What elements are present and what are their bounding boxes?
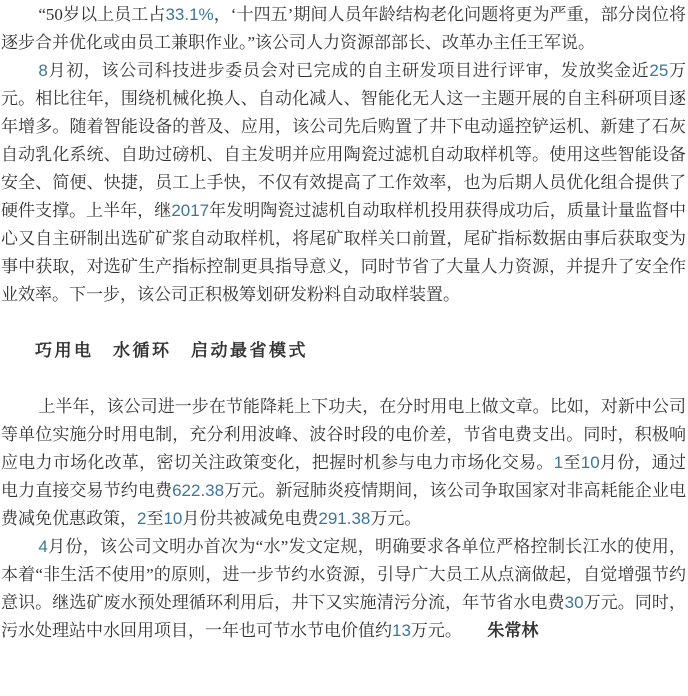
number-value: 2 xyxy=(137,509,147,528)
text-run: 月份，该公司文明办首次为“水”发文定规，明确要求各单位严格控制长江水的使用，本着“非生活不使用”的原则，进一步节约水资源，引导广大员工从点滴做起，自觉增强节约意识。继选矿废水预处理循环利用后，井下又实施清污分流，年节省水电费 xyxy=(1,537,686,612)
number-value: 10 xyxy=(163,509,183,528)
section-heading xyxy=(1,337,686,365)
number-value: 2017 xyxy=(171,201,210,220)
text-run: 月份共被减免电费 xyxy=(182,509,319,528)
text-run: 万元。同时，污水处理站中水回用项目，一年也可节水节电价值约 xyxy=(1,593,687,640)
paragraph xyxy=(1,1,686,57)
text-run: 万元。新冠肺炎疫情期间，该公司争取国家对非高耗能企业电费减免优惠政策， xyxy=(1,481,687,528)
number-value: 10 xyxy=(580,453,600,472)
text-run: 万元。 xyxy=(370,509,422,528)
text-run: 月份，通过电力直接交易节约电费 xyxy=(1,453,687,500)
number-value: 25 xyxy=(649,61,669,80)
number-value: 1 xyxy=(553,453,564,472)
number-value: 622.38 xyxy=(172,481,225,500)
text-run: “50岁以上员工占 xyxy=(38,5,166,24)
number-value: 13 xyxy=(392,621,411,640)
text-run: 至 xyxy=(563,453,581,472)
paragraph xyxy=(1,393,686,533)
text-run: ，‘十四五’期间人员年龄结构老化问题将更为严重，部分岗位将逐步合并优化或由员工兼职作业。”该公司人力资源部部长、改革办主任王军说。 xyxy=(1,5,687,52)
paragraph xyxy=(1,57,686,309)
text-run: 月初，该公司科技进步委员会对已完成的自主研发项目进行评审，发放奖金近 xyxy=(47,61,650,80)
text-run xyxy=(453,621,487,640)
number-value: 291.38 xyxy=(318,509,371,528)
text-run: 万元。 xyxy=(410,621,454,640)
number-value: 33.1% xyxy=(165,5,214,24)
text-run: 至 xyxy=(146,509,164,528)
text-run: 万元。相比往年，围绕机械化换人、自动化减人、智能化无人这一主题开展的自主科研项目逐年增多。随着智能设备的普及、应用，该公司先后购置了井下电动遥控铲运机、新建了石灰自动乳化系统、自助过磅机、自主发明并应用陶瓷过滤机自动取样机等。使用这些智能设备安全、简便、快捷，员工上手快，不仅有效提高了工作效率，也为后期人员优化组合提供了硬件支撑。上半年，继 xyxy=(1,61,687,220)
text-run: 年发明陶瓷过滤机自动取样机投用获得成功后，质量计量监督中心又自主研制出选矿矿浆自动取样机，将尾矿取样关口前置，尾矿指标数据由事后获取变为事中获取，对选矿生产指标控制更具指导意义，同时节省了大量人力资源，并提升了安全作业效率。下一步，该公司正积极筹划研发粉料自动取样装置。 xyxy=(1,201,687,304)
number-value: 8 xyxy=(38,61,48,80)
author-name: 朱常林 xyxy=(487,621,539,640)
text-run: 上半年，该公司进一步在节能降耗上下功夫，在分时用电上做文章。比如，对新中公司等单位实施分时用电制，充分利用波峰、波谷时段的电价差，节省电费支出。同时，积极响应电力市场化改革，密切关注政策变化，把握时机参与电力市场化交易。 xyxy=(1,397,686,472)
paragraph xyxy=(1,533,686,645)
number-value: 30 xyxy=(564,593,584,612)
heading-text: 巧用电 水循环 启动最省模式 xyxy=(35,341,308,360)
number-value: 4 xyxy=(38,537,48,556)
